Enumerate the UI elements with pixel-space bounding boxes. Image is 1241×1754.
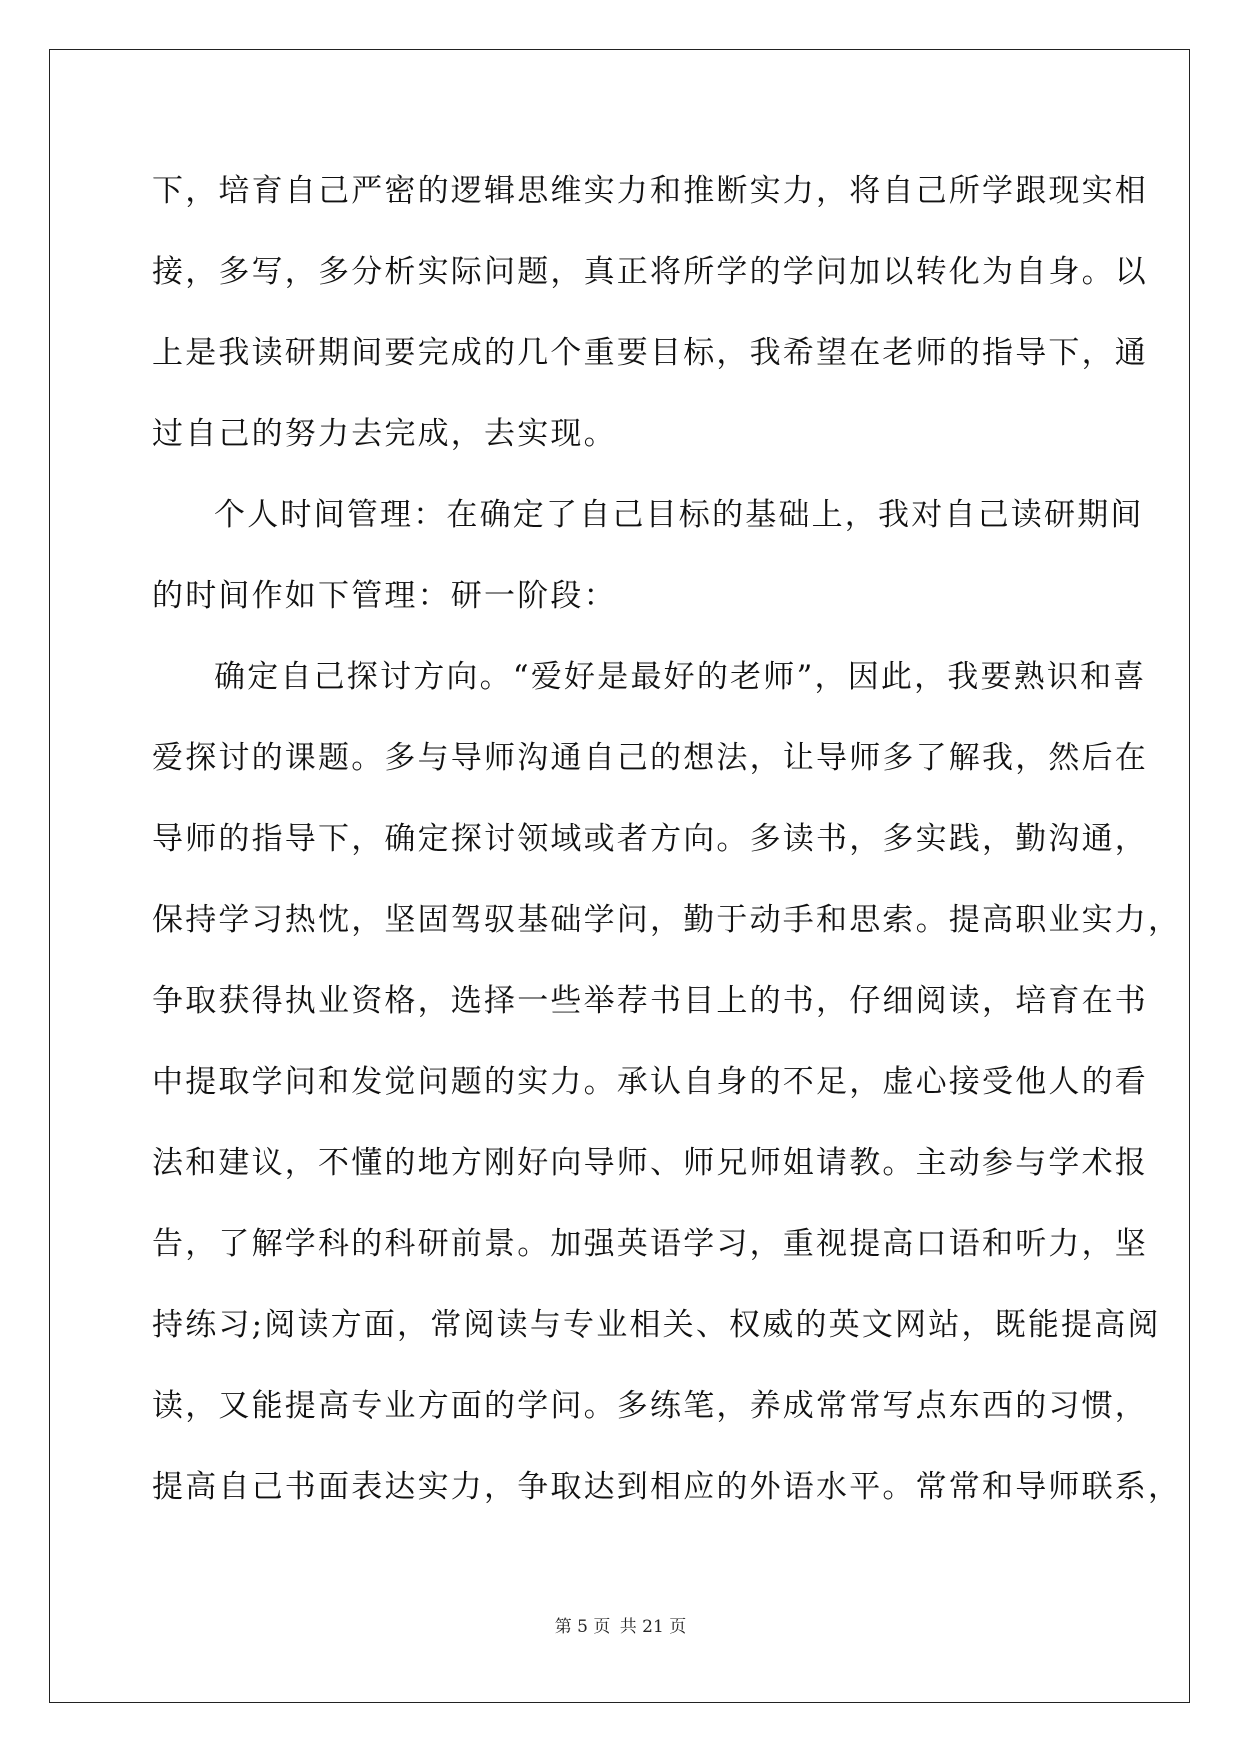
text-line: 的时间作如下管理：研一阶段： bbox=[152, 578, 617, 614]
document-body bbox=[152, 163, 1182, 1540]
text-line: 上是我读研期间要完成的几个重要目标，我希望在老师的指导下，通 bbox=[152, 335, 1148, 371]
text-line: 保持学习热忱，坚固驾驭基础学问，勤于动手和思索。提高职业实力， bbox=[152, 902, 1182, 938]
text-line: 爱探讨的课题。多与导师沟通自己的想法，让导师多了解我，然后在 bbox=[152, 740, 1148, 776]
text-line: 争取获得执业资格，选择一些举荐书目上的书，仔细阅读，培育在书 bbox=[152, 983, 1148, 1019]
page-number: 第 5 页 bbox=[554, 1617, 611, 1637]
page-footer bbox=[0, 1615, 1241, 1639]
text-line: 导师的指导下，确定探讨领域或者方向。多读书，多实践，勤沟通， bbox=[152, 821, 1148, 857]
text-line: 下，培育自己严密的逻辑思维实力和推断实力，将自己所学跟现实相 bbox=[152, 173, 1148, 209]
text-line: 过自己的努力去完成，去实现。 bbox=[152, 416, 617, 452]
text-line: 持练习;阅读方面，常阅读与专业相关、权威的英文网站，既能提高阅 bbox=[152, 1307, 1161, 1343]
paragraph-start-line: 个人时间管理：在确定了自己目标的基础上，我对自己读研期间 bbox=[214, 497, 1144, 533]
total-pages: 共 21 页 bbox=[619, 1617, 687, 1637]
text-line: 接，多写，多分析实际问题，真正将所学的学问加以转化为自身。以 bbox=[152, 254, 1148, 290]
text-line: 法和建议，不懂的地方刚好向导师、师兄师姐请教。主动参与学术报 bbox=[152, 1145, 1148, 1181]
text-line: 中提取学问和发觉问题的实力。承认自身的不足，虚心接受他人的看 bbox=[152, 1064, 1148, 1100]
text-line: 提高自己书面表达实力，争取达到相应的外语水平。常常和导师联系， bbox=[152, 1469, 1182, 1505]
paragraph-start-line: 确定自己探讨方向。“爱好是最好的老师”，因此，我要熟识和喜 bbox=[214, 659, 1147, 695]
text-line: 读，又能提高专业方面的学问。多练笔，养成常常写点东西的习惯， bbox=[152, 1388, 1148, 1424]
text-line: 告，了解学科的科研前景。加强英语学习，重视提高口语和听力，坚 bbox=[152, 1226, 1148, 1262]
